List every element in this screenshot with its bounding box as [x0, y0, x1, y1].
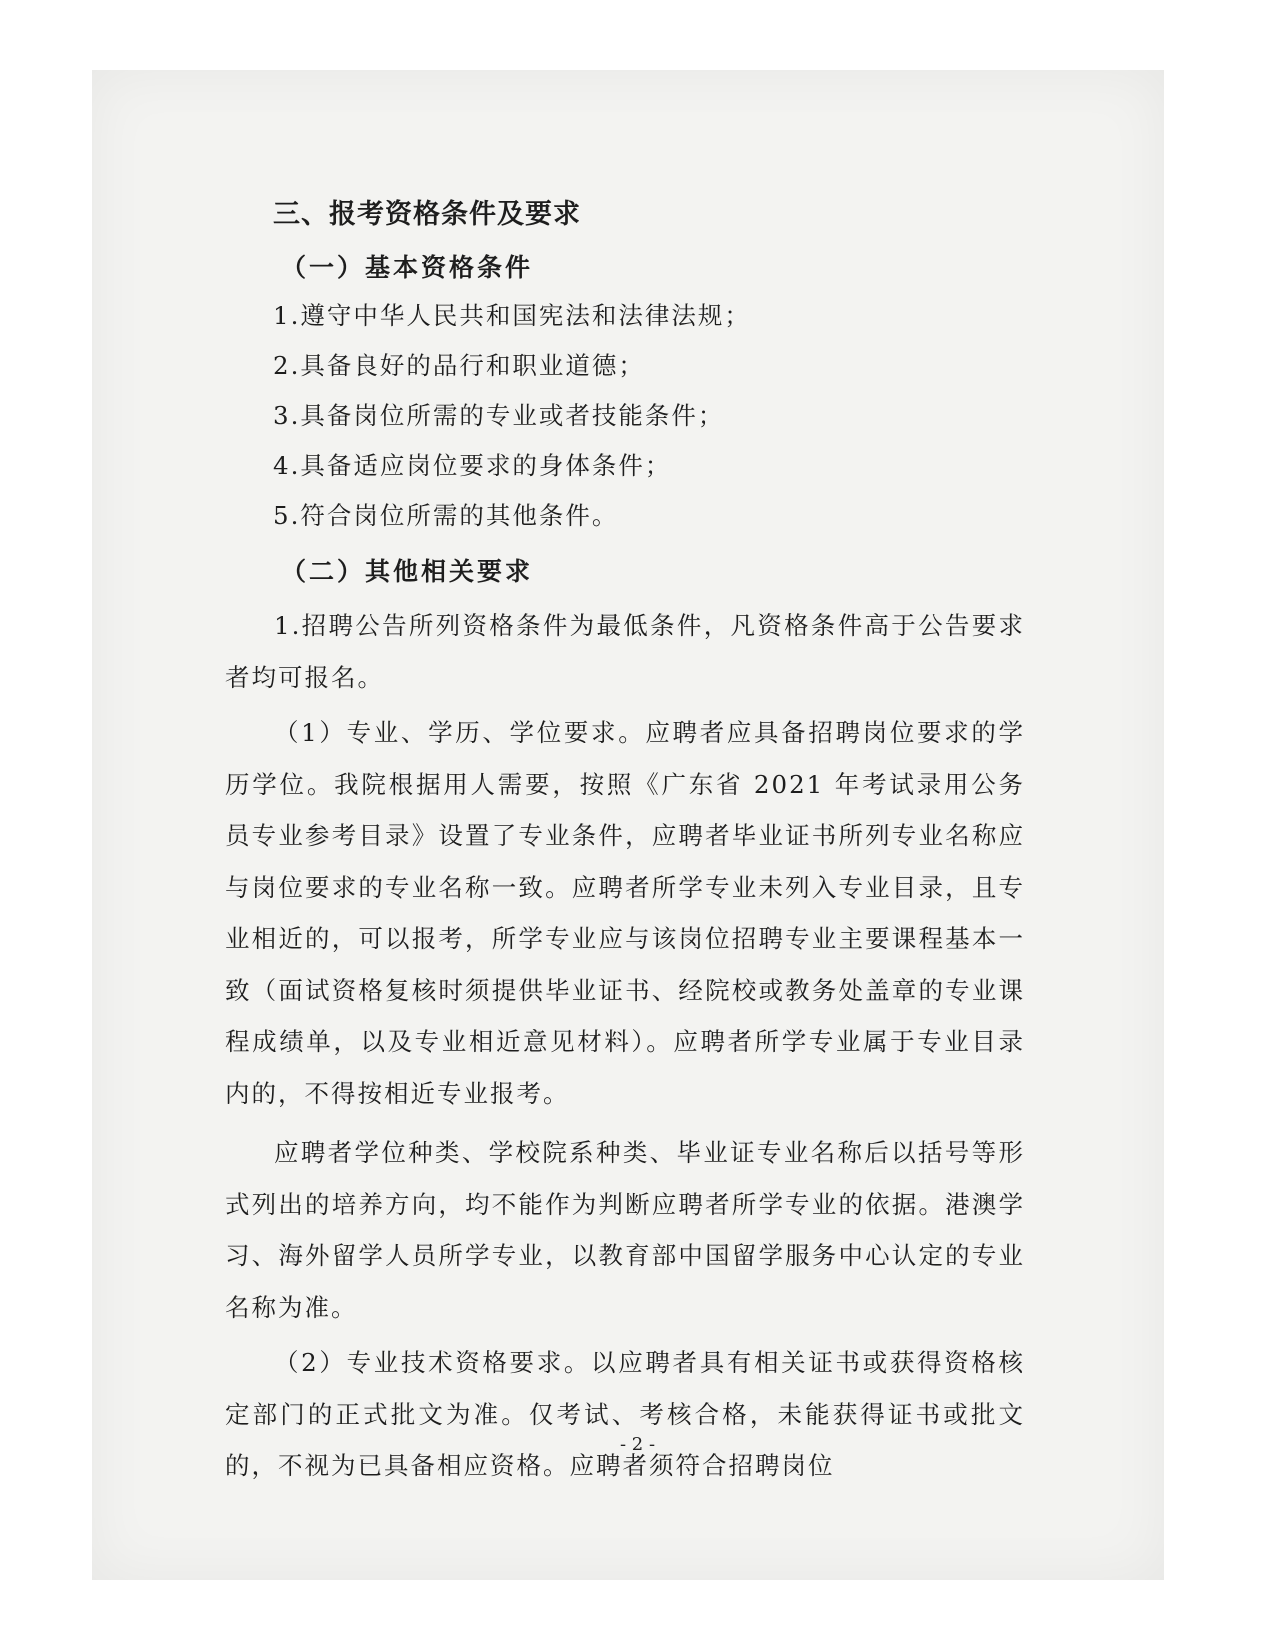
subsection-heading-basic: （一）基本资格条件	[281, 253, 534, 282]
paragraph-training-direction: 应聘者学位种类、学校院系种类、毕业证专业名称后以括号等形式列出的培养方向，均不能作为判断应聘者所学专业的依据。港澳学习、海外留学人员所学专业，以教育部中国留学服务中心认定的专业名称为准。	[225, 1138, 1025, 1322]
paragraph-major-degree-requirements: （1）专业、学历、学位要求。应聘者应具备招聘岗位要求的学历学位。我院根据用人需要，按照《广东省 2021 年考试录用公务员专业参考目录》设置了专业条件，应聘者毕业证书所列专业名称应与岗位要求的专业名称一致。应聘者所学专业未列入专业目录，且专业相近的，可以报考，所学专业应与该岗位招聘专业主要课程基本一致（面试资格复核时须提供毕业证书、经院校或教务处盖章的专业课程成绩单，以及专业相近意见材料）。应聘者所学专业属于专业目录内的，不得按相近专业报考。	[225, 718, 1025, 1108]
page-number: - 2 -	[619, 1434, 656, 1455]
basic-condition-item: 2.具备良好的品行和职业道德；	[273, 351, 645, 380]
paragraph-professional-qualification: （2）专业技术资格要求。以应聘者具有相关证书或获得资格核定部门的正式批文为准。仅考试、考核合格，未能获得证书或批文的，不视为已具备相应资格。应聘者须符合招聘岗位	[225, 1348, 1025, 1480]
paragraph-minimum-conditions: 1.招聘公告所列资格条件为最低条件，凡资格条件高于公告要求者均可报名。	[225, 611, 1025, 692]
subsection-heading-other: （二）其他相关要求	[281, 557, 534, 586]
basic-condition-item: 3.具备岗位所需的专业或者技能条件；	[273, 401, 725, 430]
basic-condition-item: 5.符合岗位所需的其他条件。	[273, 501, 619, 530]
document-body	[225, 195, 1025, 1492]
basic-condition-item: 4.具备适应岗位要求的身体条件；	[273, 451, 672, 480]
basic-condition-item: 1.遵守中华人民共和国宪法和法律法规；	[273, 301, 751, 330]
section-heading: 三、报考资格条件及要求	[273, 199, 581, 230]
